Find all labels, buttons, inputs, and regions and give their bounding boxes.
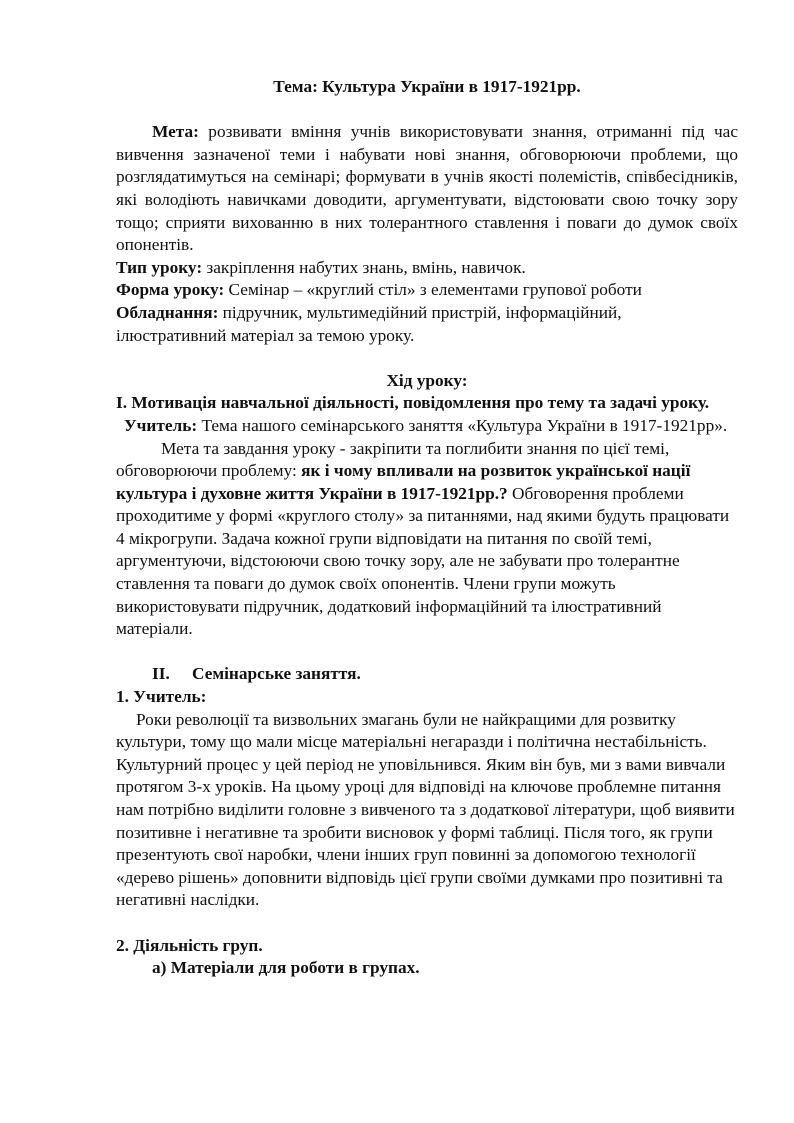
equipment-text-line1: підручник, мультимедійний пристрій, інформаційний, <box>218 302 622 322</box>
purpose-text1: Мета та завдання уроку - закріпити та поглибити знання по цієї темі, обговорюючи проблему: <box>116 438 670 481</box>
goal-text: розвивати вміння учнів використовувати знання, отриманні під час вивчення зазначеної теми і набувати нові знання, обговорюючи проблеми, що розглядатимуться на семінарі; формувати в учнів якості полемістів, співбесідників, які володіють навичками доводити, аргументувати, відстоювати свою точку зору тощо; сприяти вихованню в них толерантного ставлення і поваги до думок своїх опонентів. <box>116 122 738 255</box>
teacher-heading: 1. Учитель: <box>116 687 207 707</box>
purpose-paragraph <box>116 438 738 641</box>
equipment-label: Обладнання: <box>116 302 219 322</box>
equipment <box>116 302 738 347</box>
lesson-type <box>116 257 738 280</box>
materials-heading: а) Матеріали для роботи в групах. <box>152 958 420 978</box>
groups-heading: 2. Діяльність груп. <box>116 935 263 955</box>
lesson-type-label: Тип уроку: <box>116 257 203 277</box>
lesson-form-text: Семінар – «круглий стіл» з елементами групової роботи <box>224 280 642 300</box>
section2-title: Семінарське заняття. <box>192 664 361 684</box>
section1-heading: I. Мотивація навчальної діяльності, повідомлення про тему та задачі уроку. <box>116 393 710 413</box>
lesson-form <box>116 279 738 302</box>
lesson-course-heading: Хід уроку: <box>386 370 468 390</box>
section2-number: II. <box>152 664 170 684</box>
document-page <box>116 68 738 980</box>
goal-label: Мета: <box>152 122 199 142</box>
goal-paragraph <box>116 121 738 257</box>
lesson-type-text: закріплення набутих знань, вмінь, навичок. <box>202 257 526 277</box>
teacher-intro <box>116 415 738 438</box>
teacher-intro-label: Учитель: <box>124 415 198 435</box>
section2-heading <box>116 663 738 686</box>
purpose-text2: Обговорення проблеми проходитиме у формі «круглого столу» за питаннями, над якими будуть працювати 4 мікрогрупи. Задача кожної групи відповідати на питання по своїй темі, аргументуючи, відстоюючи свою точку зору, але не забувати про толерантне ставлення та поваги до думок своїх опонентів. Члени групи можуть використовувати підручник, додатковий інформаційний та ілюстративний матеріали. <box>116 483 730 639</box>
teacher-speech: Роки революції та визвольних змагань були не найкращими для розвитку культури, тому що мали місце матеріальні негаразди і політична нестабільність. Культурний процес у цей період не уповільнився. Яким він був, ми з вами вивчали протягом 3-х уроків. На цьому уроці для відповіді на ключове проблемне питання нам потрібно виділити головне з вивченого та з додаткової літератури, щоб виявити позитивне і негативне та зробити висновок у формі таблиці. Після того, як групи презентують свої наробки, члени інших груп повинні за допомогою технології «дерево рішень» доповнити відповідь цієї групи своїми думками про позитивні та негативні наслідки. <box>116 709 735 910</box>
equipment-text-line2: ілюстративний матеріал за темою уроку. <box>116 325 415 345</box>
page-title: Тема: Культура України в 1917-1921рр. <box>273 77 581 96</box>
purpose-problem: як і чому впливали на розвиток української нації культура і духовне життя України в 1917-1921рр.? <box>116 461 691 503</box>
lesson-form-label: Форма уроку: <box>116 280 225 300</box>
teacher-intro-text: Тема нашого семінарського заняття «Культура України в 1917-1921рр». <box>197 415 728 435</box>
